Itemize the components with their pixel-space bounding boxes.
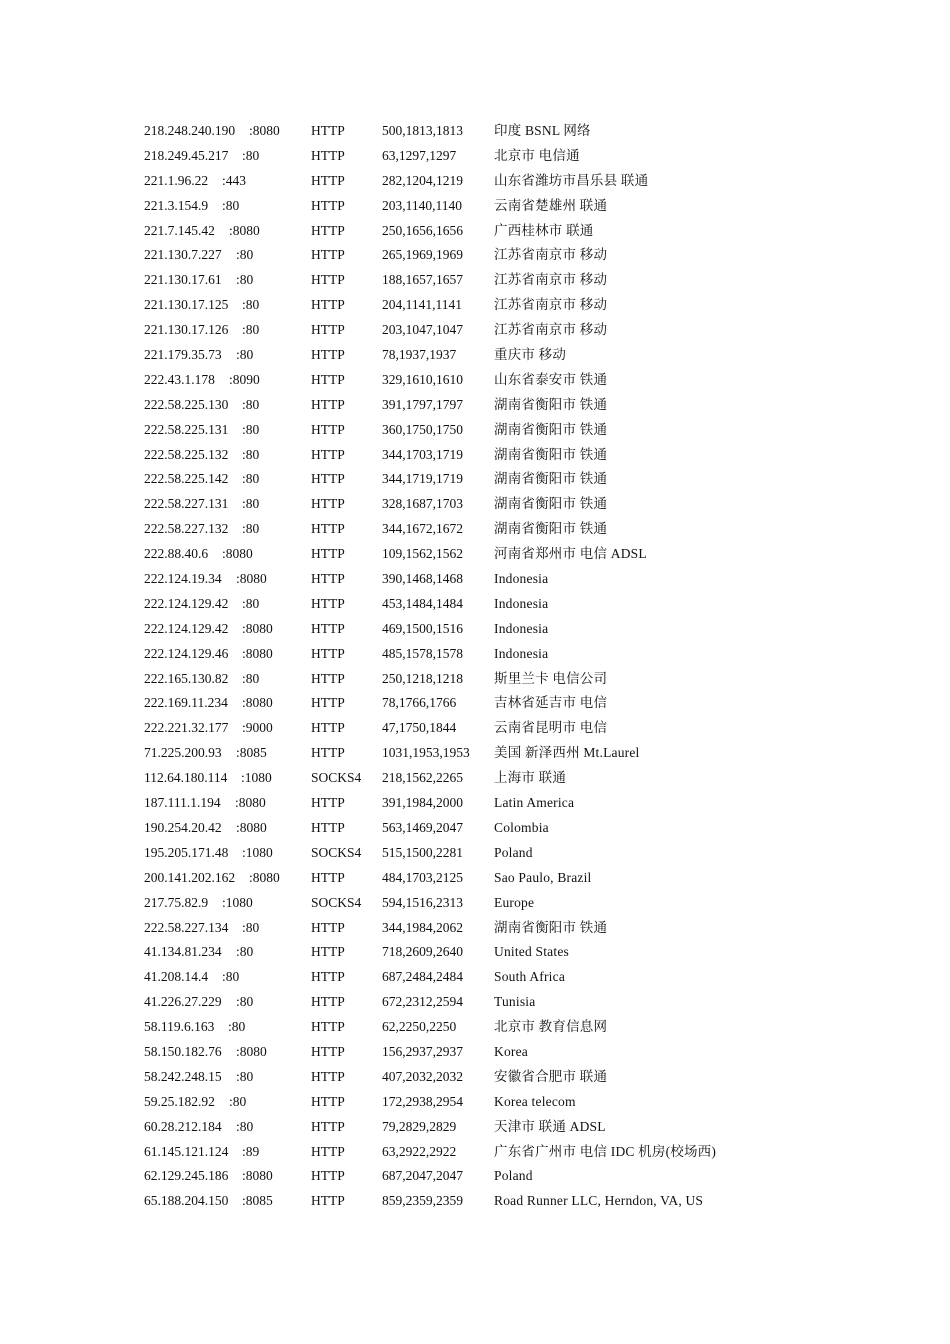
response-times: 687,2484,2484 bbox=[382, 969, 463, 985]
response-times: 484,1703,2125 bbox=[382, 869, 463, 885]
location: 天津市 联通 ADSL bbox=[494, 1118, 606, 1134]
proxy-row bbox=[144, 642, 844, 667]
ip-address: 41.226.27.229 bbox=[144, 994, 222, 1010]
ip-address: 195.205.171.48 bbox=[144, 844, 229, 860]
location: 湖南省衡阳市 铁通 bbox=[494, 496, 608, 512]
ip-address: 61.145.121.124 bbox=[144, 1143, 229, 1159]
response-times: 469,1500,1516 bbox=[382, 620, 463, 636]
port: :9000 bbox=[242, 720, 273, 736]
proxy-row bbox=[144, 492, 844, 517]
ip-address: 218.249.45.217 bbox=[144, 147, 229, 163]
proxy-row bbox=[144, 766, 844, 791]
port: :80 bbox=[242, 396, 260, 412]
proxy-row bbox=[144, 691, 844, 716]
port: :8080 bbox=[222, 546, 253, 562]
location: 江苏省南京市 移动 bbox=[494, 272, 608, 288]
protocol: HTTP bbox=[311, 919, 345, 935]
location: Korea telecom bbox=[494, 1093, 576, 1109]
location: 湖南省衡阳市 铁通 bbox=[494, 396, 608, 412]
proxy-row bbox=[144, 1015, 844, 1040]
protocol: HTTP bbox=[311, 297, 345, 313]
location: South Africa bbox=[494, 969, 566, 985]
ip-address: 58.119.6.163 bbox=[144, 1019, 215, 1035]
response-times: 188,1657,1657 bbox=[382, 272, 463, 288]
ip-address: 222.221.32.177 bbox=[144, 720, 229, 736]
port: :80 bbox=[242, 521, 260, 537]
location: Tunisia bbox=[494, 994, 536, 1010]
port: :8080 bbox=[249, 123, 280, 138]
proxy-row bbox=[144, 617, 844, 642]
protocol: HTTP bbox=[311, 396, 345, 412]
port: :8080 bbox=[236, 819, 267, 835]
ip-address: 58.242.248.15 bbox=[144, 1068, 222, 1084]
port: :1080 bbox=[222, 894, 253, 910]
ip-address: 62.129.245.186 bbox=[144, 1168, 229, 1184]
port: :80 bbox=[236, 994, 254, 1010]
protocol: HTTP bbox=[311, 496, 345, 512]
port: :80 bbox=[242, 595, 260, 611]
location: Europe bbox=[494, 894, 535, 910]
location: 江苏省南京市 移动 bbox=[494, 297, 608, 313]
response-times: 328,1687,1703 bbox=[382, 496, 463, 512]
ip-address: 221.7.145.42 bbox=[144, 222, 215, 238]
location: 美国 新泽西州 Mt.Laurel bbox=[494, 745, 640, 761]
location: 河南省郑州市 电信 ADSL bbox=[494, 546, 647, 562]
response-times: 407,2032,2032 bbox=[382, 1068, 463, 1084]
proxy-row bbox=[144, 716, 844, 741]
proxy-row bbox=[144, 144, 844, 169]
location: 安徽省合肥市 联通 bbox=[494, 1068, 608, 1084]
ip-address: 112.64.180.114 bbox=[144, 770, 228, 786]
response-times: 672,2312,2594 bbox=[382, 994, 463, 1010]
ip-address: 221.3.154.9 bbox=[144, 197, 209, 213]
proxy-row bbox=[144, 293, 844, 318]
response-times: 204,1141,1141 bbox=[382, 297, 462, 313]
protocol: HTTP bbox=[311, 819, 345, 835]
location: 印度 BSNL 网络 bbox=[494, 123, 591, 138]
location: Indonesia bbox=[494, 595, 549, 611]
response-times: 594,1516,2313 bbox=[382, 894, 463, 910]
location: 湖南省衡阳市 铁通 bbox=[494, 919, 608, 935]
ip-address: 221.130.17.61 bbox=[144, 272, 222, 288]
proxy-row bbox=[144, 542, 844, 567]
location: Korea bbox=[494, 1043, 528, 1059]
response-times: 63,2922,2922 bbox=[382, 1143, 457, 1159]
proxy-row bbox=[144, 1189, 844, 1214]
location: Poland bbox=[494, 1168, 533, 1184]
port: :80 bbox=[242, 471, 260, 487]
ip-address: 200.141.202.162 bbox=[144, 869, 236, 885]
port: :80 bbox=[236, 272, 254, 288]
location: United States bbox=[494, 944, 569, 960]
ip-address: 221.130.17.126 bbox=[144, 322, 229, 338]
proxy-row bbox=[144, 194, 844, 219]
port: :8080 bbox=[242, 1168, 273, 1184]
protocol: HTTP bbox=[311, 347, 345, 363]
proxy-row bbox=[144, 393, 844, 418]
protocol: HTTP bbox=[311, 720, 345, 736]
ip-address: 59.25.182.92 bbox=[144, 1093, 215, 1109]
response-times: 859,2359,2359 bbox=[382, 1193, 463, 1209]
location: 山东省泰安市 铁通 bbox=[494, 371, 608, 387]
location: 江苏省南京市 移动 bbox=[494, 247, 608, 263]
port: :80 bbox=[242, 421, 260, 437]
response-times: 718,2609,2640 bbox=[382, 944, 463, 960]
response-times: 218,1562,2265 bbox=[382, 770, 463, 786]
protocol: HTTP bbox=[311, 123, 345, 138]
port: :8080 bbox=[236, 571, 267, 587]
ip-address: 222.58.227.134 bbox=[144, 919, 229, 935]
protocol: HTTP bbox=[311, 172, 345, 188]
port: :80 bbox=[242, 496, 260, 512]
protocol: HTTP bbox=[311, 446, 345, 462]
proxy-list bbox=[144, 119, 844, 1214]
response-times: 391,1984,2000 bbox=[382, 795, 463, 811]
port: :80 bbox=[228, 1019, 246, 1035]
proxy-row bbox=[144, 318, 844, 343]
proxy-row bbox=[144, 119, 844, 144]
port: :80 bbox=[242, 446, 260, 462]
proxy-row bbox=[144, 791, 844, 816]
location: 湖南省衡阳市 铁通 bbox=[494, 471, 608, 487]
port: :8080 bbox=[235, 795, 266, 811]
response-times: 515,1500,2281 bbox=[382, 844, 463, 860]
port: :8080 bbox=[242, 620, 273, 636]
proxy-row bbox=[144, 1090, 844, 1115]
response-times: 563,1469,2047 bbox=[382, 819, 463, 835]
response-times: 109,1562,1562 bbox=[382, 546, 463, 562]
protocol: HTTP bbox=[311, 1093, 345, 1109]
response-times: 172,2938,2954 bbox=[382, 1093, 463, 1109]
response-times: 390,1468,1468 bbox=[382, 571, 463, 587]
port: :443 bbox=[222, 172, 247, 188]
protocol: HTTP bbox=[311, 670, 345, 686]
response-times: 391,1797,1797 bbox=[382, 396, 463, 412]
response-times: 203,1047,1047 bbox=[382, 322, 463, 338]
port: :8085 bbox=[236, 745, 267, 761]
location: 斯里兰卡 电信公司 bbox=[494, 670, 608, 686]
protocol: SOCKS4 bbox=[311, 770, 362, 786]
location: Indonesia bbox=[494, 571, 549, 587]
response-times: 47,1750,1844 bbox=[382, 720, 457, 736]
ip-address: 217.75.82.9 bbox=[144, 894, 209, 910]
proxy-row bbox=[144, 1115, 844, 1140]
proxy-row bbox=[144, 1140, 844, 1165]
protocol: HTTP bbox=[311, 1068, 345, 1084]
response-times: 79,2829,2829 bbox=[382, 1118, 457, 1134]
proxy-row bbox=[144, 841, 844, 866]
response-times: 250,1218,1218 bbox=[382, 670, 463, 686]
protocol: HTTP bbox=[311, 869, 345, 885]
response-times: 250,1656,1656 bbox=[382, 222, 463, 238]
proxy-row bbox=[144, 990, 844, 1015]
proxy-row bbox=[144, 1040, 844, 1065]
protocol: HTTP bbox=[311, 944, 345, 960]
protocol: HTTP bbox=[311, 795, 345, 811]
proxy-row bbox=[144, 667, 844, 692]
protocol: HTTP bbox=[311, 371, 345, 387]
port: :80 bbox=[236, 247, 254, 263]
port: :80 bbox=[236, 1118, 254, 1134]
response-times: 344,1703,1719 bbox=[382, 446, 463, 462]
port: :80 bbox=[242, 297, 260, 313]
ip-address: 222.58.225.131 bbox=[144, 421, 229, 437]
protocol: HTTP bbox=[311, 222, 345, 238]
response-times: 63,1297,1297 bbox=[382, 147, 457, 163]
protocol: HTTP bbox=[311, 471, 345, 487]
location: 重庆市 移动 bbox=[494, 347, 567, 363]
ip-address: 221.1.96.22 bbox=[144, 172, 209, 188]
response-times: 62,2250,2250 bbox=[382, 1019, 457, 1035]
ip-address: 222.88.40.6 bbox=[144, 546, 209, 562]
ip-address: 187.111.1.194 bbox=[144, 795, 221, 811]
ip-address: 222.124.19.34 bbox=[144, 571, 222, 587]
protocol: HTTP bbox=[311, 571, 345, 587]
proxy-row bbox=[144, 940, 844, 965]
proxy-row bbox=[144, 1065, 844, 1090]
protocol: HTTP bbox=[311, 745, 345, 761]
port: :8080 bbox=[242, 695, 273, 711]
location: Sao Paulo, Brazil bbox=[494, 869, 592, 885]
ip-address: 71.225.200.93 bbox=[144, 745, 222, 761]
response-times: 344,1719,1719 bbox=[382, 471, 463, 487]
ip-address: 190.254.20.42 bbox=[144, 819, 222, 835]
port: :89 bbox=[242, 1143, 260, 1159]
protocol: HTTP bbox=[311, 969, 345, 985]
ip-address: 221.130.7.227 bbox=[144, 247, 222, 263]
location: 北京市 教育信息网 bbox=[494, 1019, 608, 1035]
port: :8080 bbox=[242, 645, 273, 661]
response-times: 500,1813,1813 bbox=[382, 123, 463, 138]
port: :80 bbox=[222, 969, 240, 985]
protocol: HTTP bbox=[311, 1043, 345, 1059]
ip-address: 222.169.11.234 bbox=[144, 695, 228, 711]
protocol: HTTP bbox=[311, 322, 345, 338]
port: :80 bbox=[229, 1093, 247, 1109]
proxy-row bbox=[144, 243, 844, 268]
protocol: HTTP bbox=[311, 1168, 345, 1184]
proxy-row bbox=[144, 1164, 844, 1189]
response-times: 344,1672,1672 bbox=[382, 521, 463, 537]
protocol: HTTP bbox=[311, 994, 345, 1010]
location: 吉林省延吉市 电信 bbox=[494, 695, 608, 711]
protocol: HTTP bbox=[311, 521, 345, 537]
protocol: HTTP bbox=[311, 421, 345, 437]
location: Poland bbox=[494, 844, 533, 860]
ip-address: 60.28.212.184 bbox=[144, 1118, 222, 1134]
proxy-row bbox=[144, 467, 844, 492]
protocol: HTTP bbox=[311, 620, 345, 636]
location: Indonesia bbox=[494, 645, 549, 661]
port: :1080 bbox=[242, 844, 273, 860]
protocol: HTTP bbox=[311, 197, 345, 213]
response-times: 156,2937,2937 bbox=[382, 1043, 463, 1059]
response-times: 265,1969,1969 bbox=[382, 247, 463, 263]
port: :8080 bbox=[236, 1043, 267, 1059]
ip-address: 41.134.81.234 bbox=[144, 944, 222, 960]
proxy-row bbox=[144, 368, 844, 393]
proxy-row bbox=[144, 567, 844, 592]
response-times: 78,1937,1937 bbox=[382, 347, 457, 363]
location: 云南省楚雄州 联通 bbox=[494, 197, 608, 213]
ip-address: 222.58.225.130 bbox=[144, 396, 229, 412]
location: 云南省昆明市 电信 bbox=[494, 720, 608, 736]
protocol: HTTP bbox=[311, 1118, 345, 1134]
port: :80 bbox=[242, 670, 260, 686]
protocol: HTTP bbox=[311, 1143, 345, 1159]
protocol: HTTP bbox=[311, 1193, 345, 1209]
ip-address: 222.124.129.42 bbox=[144, 620, 229, 636]
location: 江苏省南京市 移动 bbox=[494, 322, 608, 338]
location: 北京市 电信通 bbox=[494, 147, 580, 163]
port: :80 bbox=[222, 197, 240, 213]
location: Latin America bbox=[494, 795, 575, 811]
port: :80 bbox=[236, 347, 254, 363]
ip-address: 221.130.17.125 bbox=[144, 297, 229, 313]
response-times: 344,1984,2062 bbox=[382, 919, 463, 935]
ip-address: 222.124.129.42 bbox=[144, 595, 229, 611]
protocol: HTTP bbox=[311, 546, 345, 562]
port: :80 bbox=[242, 919, 260, 935]
ip-address: 222.58.227.131 bbox=[144, 496, 229, 512]
proxy-row bbox=[144, 517, 844, 542]
proxy-row bbox=[144, 592, 844, 617]
response-times: 329,1610,1610 bbox=[382, 371, 463, 387]
response-times: 485,1578,1578 bbox=[382, 645, 463, 661]
ip-address: 41.208.14.4 bbox=[144, 969, 209, 985]
response-times: 78,1766,1766 bbox=[382, 695, 457, 711]
port: :8080 bbox=[249, 869, 280, 885]
proxy-row bbox=[144, 916, 844, 941]
location: 广西桂林市 联通 bbox=[494, 222, 594, 238]
protocol: HTTP bbox=[311, 147, 345, 163]
port: :8090 bbox=[229, 371, 260, 387]
ip-address: 222.58.225.142 bbox=[144, 471, 229, 487]
response-times: 687,2047,2047 bbox=[382, 1168, 463, 1184]
proxy-row bbox=[144, 343, 844, 368]
port: :80 bbox=[236, 1068, 254, 1084]
proxy-row bbox=[144, 816, 844, 841]
location: Indonesia bbox=[494, 620, 549, 636]
ip-address: 65.188.204.150 bbox=[144, 1193, 229, 1209]
ip-address: 222.58.225.132 bbox=[144, 446, 229, 462]
proxy-row bbox=[144, 418, 844, 443]
protocol: HTTP bbox=[311, 645, 345, 661]
proxy-row bbox=[144, 741, 844, 766]
ip-address: 222.43.1.178 bbox=[144, 371, 215, 387]
location: 上海市 联通 bbox=[494, 770, 567, 786]
protocol: HTTP bbox=[311, 1019, 345, 1035]
protocol: SOCKS4 bbox=[311, 894, 362, 910]
protocol: HTTP bbox=[311, 695, 345, 711]
location: 山东省潍坊市昌乐县 联通 bbox=[494, 172, 649, 188]
proxy-row bbox=[144, 965, 844, 990]
port: :1080 bbox=[241, 770, 272, 786]
response-times: 282,1204,1219 bbox=[382, 172, 463, 188]
port: :8085 bbox=[242, 1193, 273, 1209]
response-times: 453,1484,1484 bbox=[382, 595, 463, 611]
protocol: HTTP bbox=[311, 247, 345, 263]
ip-address: 218.248.240.190 bbox=[144, 123, 236, 138]
protocol: HTTP bbox=[311, 272, 345, 288]
port: :80 bbox=[242, 147, 260, 163]
location: 湖南省衡阳市 铁通 bbox=[494, 421, 608, 437]
proxy-row bbox=[144, 169, 844, 194]
proxy-row bbox=[144, 866, 844, 891]
response-times: 1031,1953,1953 bbox=[382, 745, 470, 761]
port: :80 bbox=[236, 944, 254, 960]
protocol: SOCKS4 bbox=[311, 844, 362, 860]
port: :8080 bbox=[229, 222, 260, 238]
response-times: 203,1140,1140 bbox=[382, 197, 462, 213]
ip-address: 222.165.130.82 bbox=[144, 670, 229, 686]
location: 湖南省衡阳市 铁通 bbox=[494, 446, 608, 462]
proxy-row bbox=[144, 219, 844, 244]
location: 广东省广州市 电信 IDC 机房(校场西) bbox=[494, 1143, 717, 1159]
proxy-row bbox=[144, 891, 844, 916]
ip-address: 222.124.129.46 bbox=[144, 645, 229, 661]
location: Colombia bbox=[494, 819, 549, 835]
response-times: 360,1750,1750 bbox=[382, 421, 463, 437]
protocol: HTTP bbox=[311, 595, 345, 611]
ip-address: 222.58.227.132 bbox=[144, 521, 229, 537]
location: Road Runner LLC, Herndon, VA, US bbox=[494, 1193, 704, 1209]
proxy-row bbox=[144, 268, 844, 293]
proxy-row bbox=[144, 443, 844, 468]
port: :80 bbox=[242, 322, 260, 338]
location: 湖南省衡阳市 铁通 bbox=[494, 521, 608, 537]
ip-address: 58.150.182.76 bbox=[144, 1043, 222, 1059]
ip-address: 221.179.35.73 bbox=[144, 347, 222, 363]
